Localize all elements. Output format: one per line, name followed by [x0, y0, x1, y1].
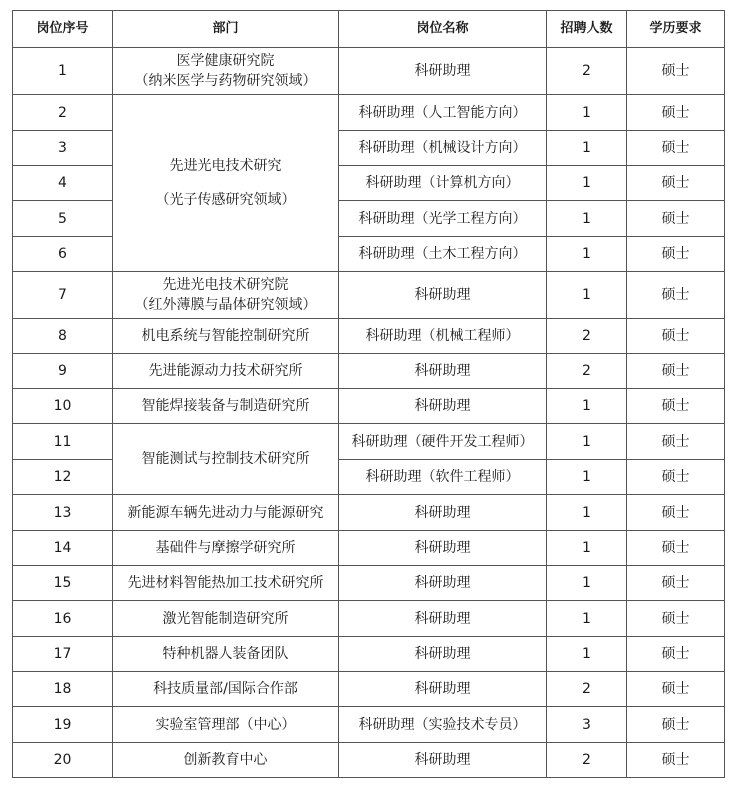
- cell-dept: 机电系统与智能控制研究所: [113, 319, 339, 354]
- cell-edu: 硕士: [627, 566, 725, 601]
- cell-no: 5: [13, 201, 113, 237]
- cell-count: 1: [547, 389, 627, 424]
- dept-line2: （光子传感研究领域）: [155, 192, 296, 208]
- cell-edu: 硕士: [627, 495, 725, 531]
- table-row: [13, 601, 725, 637]
- cell-edu: 硕士: [627, 389, 725, 424]
- cell-no: 7: [13, 272, 113, 319]
- cell-dept: 特种机器人装备团队: [113, 637, 339, 672]
- cell-title: 科研助理（人工智能方向）: [339, 95, 547, 131]
- table-row: [13, 637, 725, 672]
- cell-count: 1: [547, 495, 627, 531]
- dept-line2: （纳米医学与药物研究领域）: [134, 73, 317, 89]
- cell-count: 3: [547, 707, 627, 743]
- cell-no: 8: [13, 319, 113, 354]
- cell-no: 4: [13, 166, 113, 201]
- table-row: [13, 707, 725, 743]
- table-row: [13, 566, 725, 601]
- header-no: 岗位序号: [13, 11, 113, 48]
- dept-line2: （红外薄膜与晶体研究领域）: [134, 297, 317, 313]
- cell-count: 1: [547, 424, 627, 460]
- table-row: [13, 743, 725, 778]
- recruitment-table: [12, 10, 725, 778]
- cell-count: 1: [547, 95, 627, 131]
- table-row: [13, 48, 725, 95]
- cell-count: 1: [547, 460, 627, 495]
- cell-title: 科研助理: [339, 637, 547, 672]
- cell-title: 科研助理: [339, 531, 547, 566]
- table-row: [13, 272, 725, 319]
- cell-title: 科研助理: [339, 389, 547, 424]
- table-row: [13, 672, 725, 707]
- table-row: [13, 389, 725, 424]
- cell-edu: 硕士: [627, 166, 725, 201]
- cell-dept-merged: [113, 95, 339, 272]
- cell-title: 科研助理: [339, 601, 547, 637]
- cell-no: 10: [13, 389, 113, 424]
- cell-count: 1: [547, 201, 627, 237]
- cell-title: 科研助理: [339, 272, 547, 319]
- cell-count: 1: [547, 601, 627, 637]
- cell-count: 1: [547, 166, 627, 201]
- cell-dept: 先进能源动力技术研究所: [113, 354, 339, 389]
- cell-title: 科研助理（光学工程方向）: [339, 201, 547, 237]
- table-row: [13, 354, 725, 389]
- header-edu: 学历要求: [627, 11, 725, 48]
- cell-dept: 基础件与摩擦学研究所: [113, 531, 339, 566]
- cell-title: 科研助理: [339, 566, 547, 601]
- cell-edu: 硕士: [627, 237, 725, 272]
- cell-dept: 实验室管理部（中心）: [113, 707, 339, 743]
- cell-count: 1: [547, 131, 627, 166]
- cell-dept: 新能源车辆先进动力与能源研究: [113, 495, 339, 531]
- cell-title: 科研助理（实验技术专员）: [339, 707, 547, 743]
- cell-no: 3: [13, 131, 113, 166]
- cell-count: 1: [547, 531, 627, 566]
- header-row: [13, 11, 725, 48]
- header-title: 岗位名称: [339, 11, 547, 48]
- cell-title: 科研助理: [339, 48, 547, 95]
- cell-count: 2: [547, 48, 627, 95]
- table-row: [13, 95, 725, 131]
- header-count: 招聘人数: [547, 11, 627, 48]
- table-row: [13, 495, 725, 531]
- cell-dept: 激光智能制造研究所: [113, 601, 339, 637]
- cell-dept: 科技质量部/国际合作部: [113, 672, 339, 707]
- cell-dept: 智能焊接装备与制造研究所: [113, 389, 339, 424]
- cell-count: 2: [547, 319, 627, 354]
- cell-count: 1: [547, 272, 627, 319]
- cell-no: 19: [13, 707, 113, 743]
- cell-edu: 硕士: [627, 354, 725, 389]
- cell-dept: [113, 48, 339, 95]
- cell-no: 11: [13, 424, 113, 460]
- cell-edu: 硕士: [627, 424, 725, 460]
- header-dept: 部门: [113, 11, 339, 48]
- cell-title: 科研助理: [339, 743, 547, 778]
- cell-title: 科研助理（软件工程师）: [339, 460, 547, 495]
- cell-no: 9: [13, 354, 113, 389]
- cell-no: 16: [13, 601, 113, 637]
- cell-title: 科研助理（机械工程师）: [339, 319, 547, 354]
- cell-title: 科研助理: [339, 672, 547, 707]
- cell-edu: 硕士: [627, 131, 725, 166]
- cell-edu: 硕士: [627, 201, 725, 237]
- cell-title: 科研助理（机械设计方向）: [339, 131, 547, 166]
- cell-edu: 硕士: [627, 319, 725, 354]
- cell-edu: 硕士: [627, 672, 725, 707]
- cell-edu: 硕士: [627, 743, 725, 778]
- cell-count: 1: [547, 237, 627, 272]
- cell-title: 科研助理: [339, 495, 547, 531]
- cell-dept: 先进材料智能热加工技术研究所: [113, 566, 339, 601]
- cell-no: 14: [13, 531, 113, 566]
- cell-no: 1: [13, 48, 113, 95]
- cell-edu: 硕士: [627, 637, 725, 672]
- cell-no: 13: [13, 495, 113, 531]
- cell-count: 2: [547, 672, 627, 707]
- cell-edu: 硕士: [627, 531, 725, 566]
- cell-no: 20: [13, 743, 113, 778]
- cell-dept-merged: 智能测试与控制技术研究所: [113, 424, 339, 495]
- cell-no: 6: [13, 237, 113, 272]
- cell-title: 科研助理（土木工程方向）: [339, 237, 547, 272]
- cell-count: 1: [547, 566, 627, 601]
- table-row: [13, 424, 725, 460]
- cell-no: 17: [13, 637, 113, 672]
- cell-no: 15: [13, 566, 113, 601]
- dept-line1: 医学健康研究院: [176, 53, 275, 69]
- cell-title: 科研助理（计算机方向）: [339, 166, 547, 201]
- cell-title: 科研助理: [339, 354, 547, 389]
- table-row: [13, 531, 725, 566]
- cell-edu: 硕士: [627, 707, 725, 743]
- cell-edu: 硕士: [627, 48, 725, 95]
- table-row: [13, 319, 725, 354]
- cell-edu: 硕士: [627, 460, 725, 495]
- cell-edu: 硕士: [627, 95, 725, 131]
- cell-dept: 创新教育中心: [113, 743, 339, 778]
- cell-no: 2: [13, 95, 113, 131]
- cell-count: 2: [547, 354, 627, 389]
- cell-title: 科研助理（硬件开发工程师）: [339, 424, 547, 460]
- cell-no: 18: [13, 672, 113, 707]
- cell-count: 2: [547, 743, 627, 778]
- cell-edu: 硕士: [627, 601, 725, 637]
- cell-dept: [113, 272, 339, 319]
- cell-edu: 硕士: [627, 272, 725, 319]
- cell-no: 12: [13, 460, 113, 495]
- cell-count: 1: [547, 637, 627, 672]
- dept-line1: 先进光电技术研究院: [162, 277, 289, 293]
- dept-line1: 先进光电技术研究: [169, 158, 282, 174]
